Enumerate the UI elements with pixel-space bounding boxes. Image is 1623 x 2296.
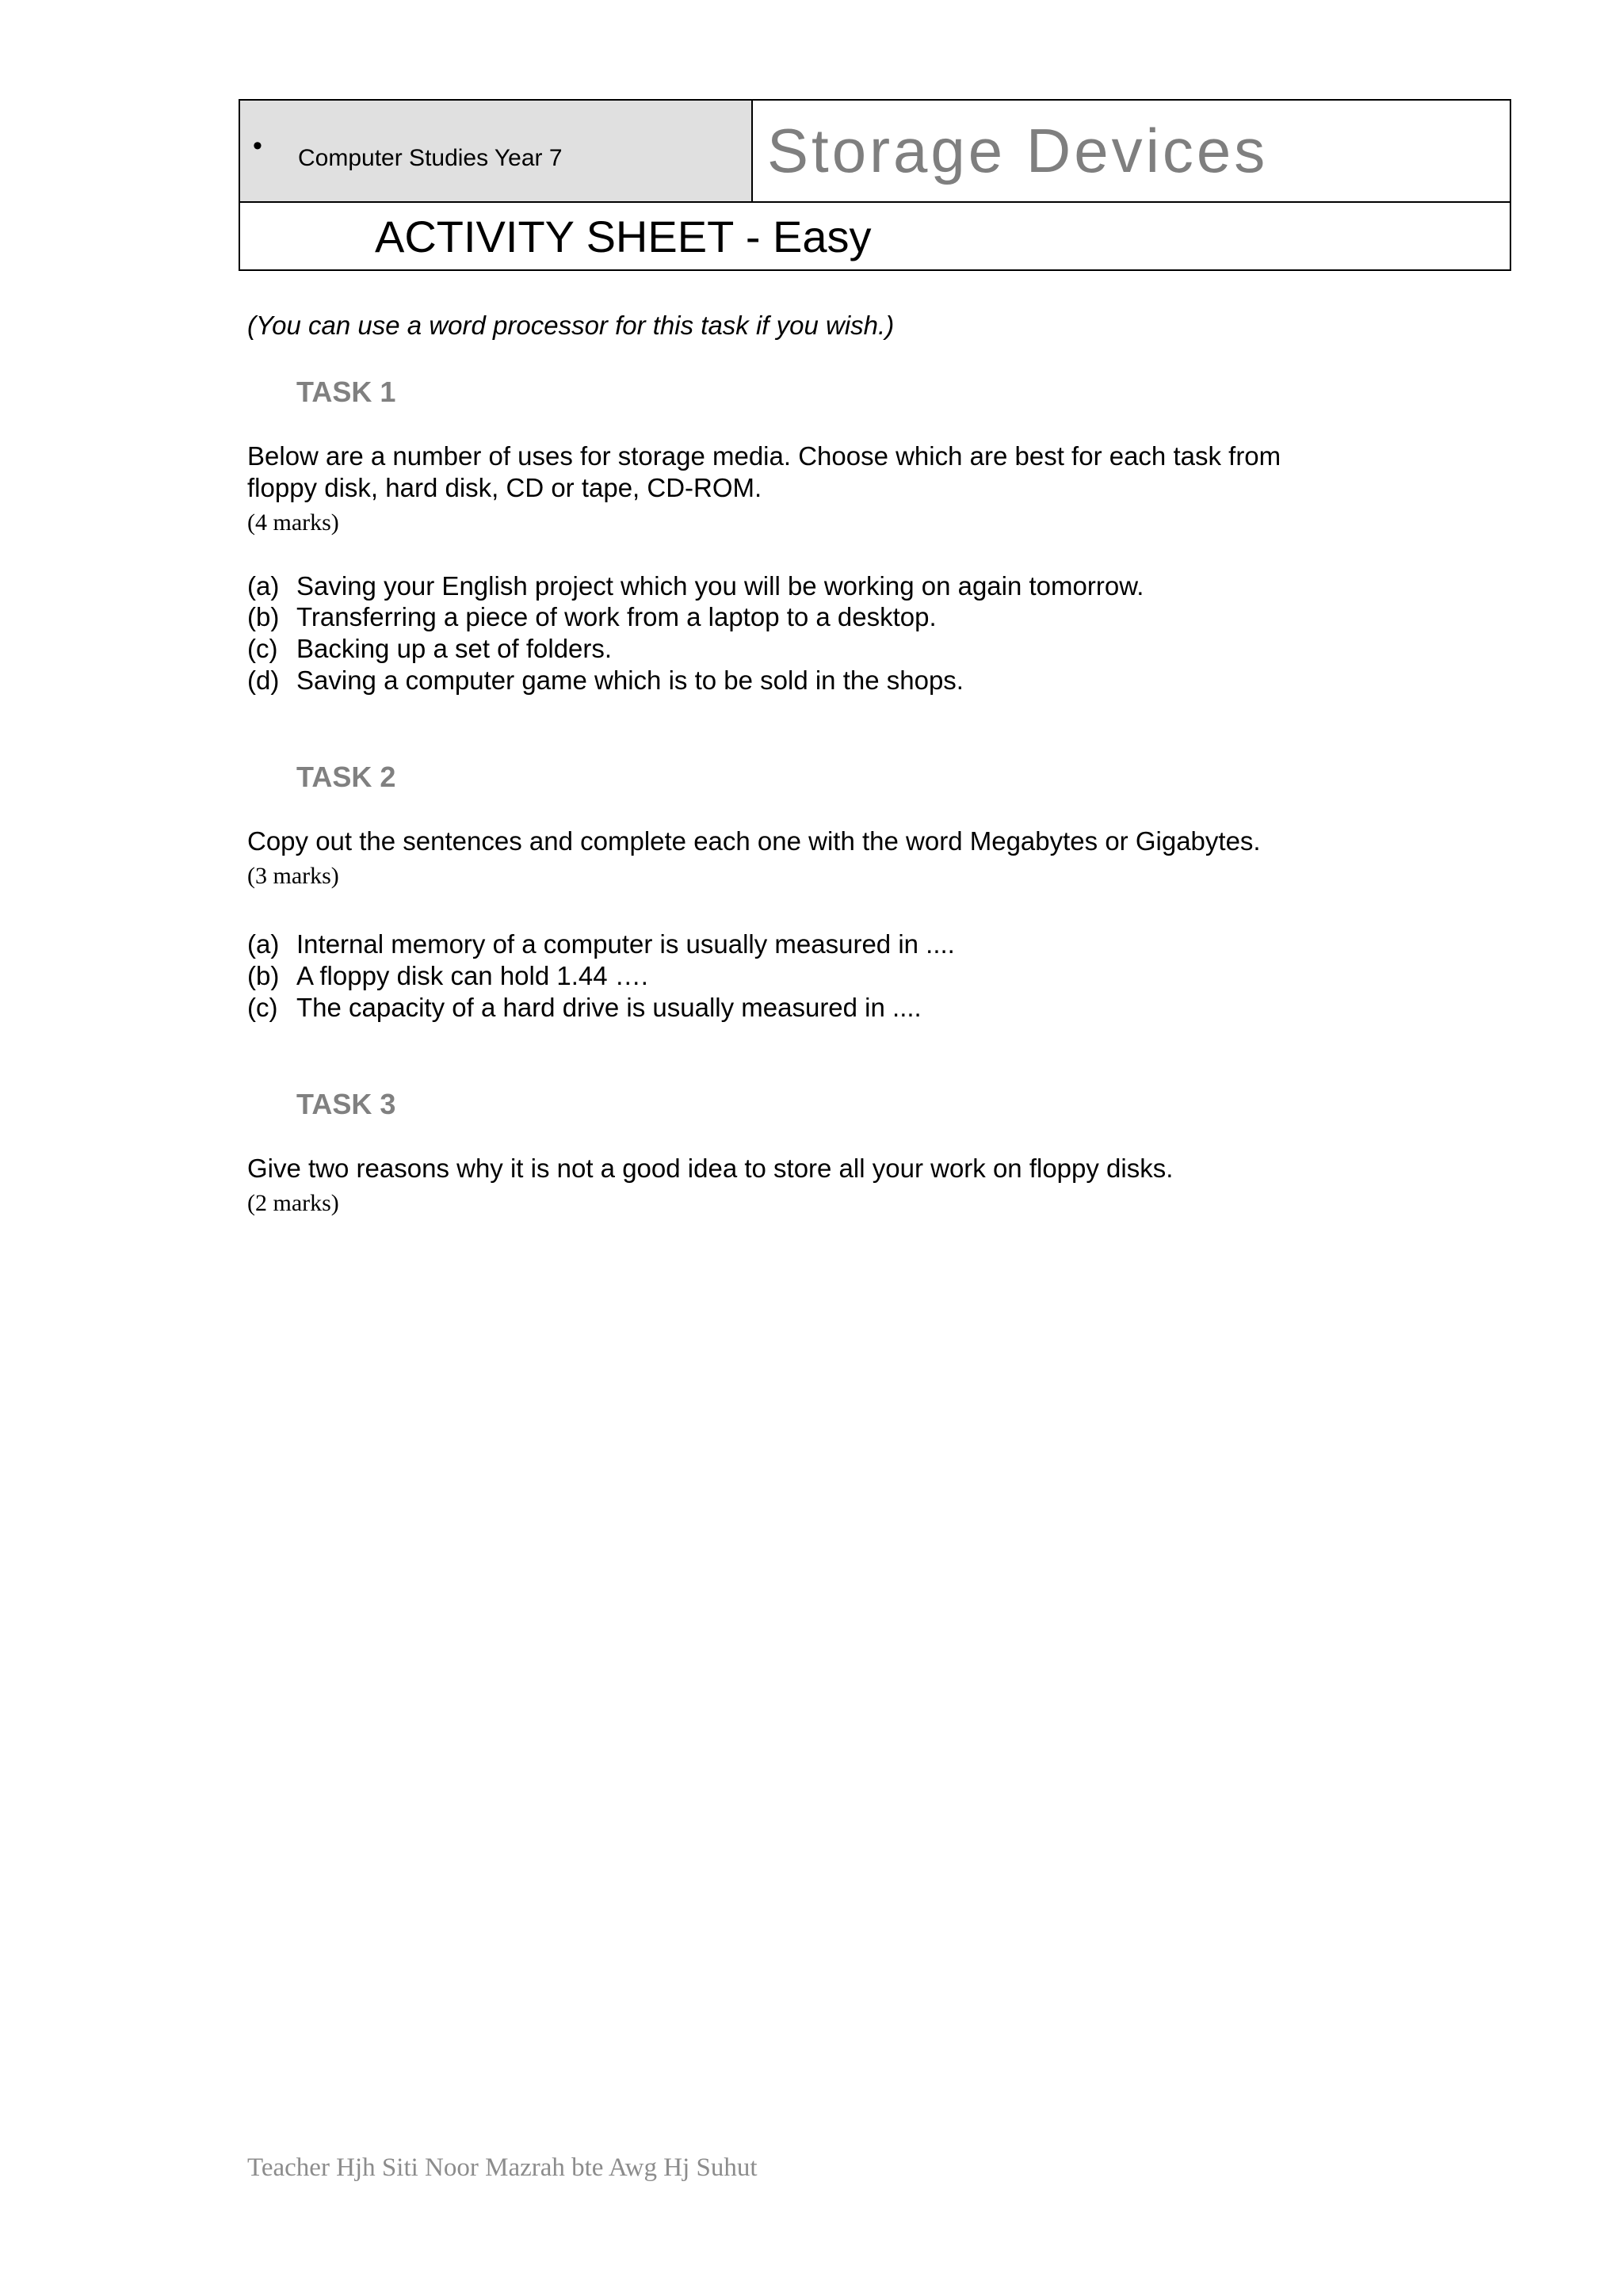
task-2-instruction-line-1: Copy out the sentences and complete each one with the word Megabytes or Gigabytes. [247,826,1261,856]
task-1-heading: TASK 1 [296,376,396,408]
task-1-item-b [247,602,937,632]
task-2-marks: (3 marks) [247,863,339,889]
item-text: Saving a computer game which is to be sold in the shops. [296,666,964,695]
item-text: A floppy disk can hold 1.44 …. [296,961,648,990]
task-1-item-d [247,666,964,696]
bullet-icon: • [253,131,262,161]
task-2-item-a [247,929,955,959]
item-text: Saving your English project which you will be working on again tomorrow. [296,571,1144,601]
task-3-instruction-line-1: Give two reasons why it is not a good idea to store all your work on floppy disks. [247,1154,1174,1183]
footer-teacher-name: Teacher Hjh Siti Noor Mazrah bte Awg Hj Suhut [247,2153,758,2182]
item-text: The capacity of a hard drive is usually measured in .... [296,993,922,1022]
item-label: (a) [247,571,280,601]
task-1-instruction-line-1: Below are a number of uses for storage media. Choose which are best for each task from [247,441,1281,471]
item-label: (a) [247,929,280,959]
item-label: (b) [247,602,280,631]
task-3-marks: (2 marks) [247,1190,339,1216]
task-2-item-b [247,961,648,991]
task-2-heading: TASK 2 [296,761,396,793]
item-label: (c) [247,634,278,663]
course-cell [239,100,752,202]
task-1-item-c [247,634,612,664]
task-1-instruction-line-2: floppy disk, hard disk, CD or tape, CD-ROM. [247,473,762,502]
item-text: Backing up a set of folders. [296,634,613,663]
task-1-marks: (4 marks) [247,509,339,536]
item-text: Internal memory of a computer is usually measured in .... [296,929,955,959]
item-label: (b) [247,961,280,990]
item-label: (d) [247,666,280,695]
activity-cell [239,202,1510,270]
task-3-heading: TASK 3 [296,1088,396,1120]
title-cell [752,100,1510,202]
header-table [239,99,1511,271]
activity-title: ACTIVITY SHEET - Easy [375,212,872,261]
page-title: Storage Devices [767,116,1269,185]
task-1-item-a [247,571,1144,601]
item-label: (c) [247,993,278,1022]
task-2-item-c [247,993,922,1023]
item-text: Transferring a piece of work from a laptop to a desktop. [296,602,937,631]
course-label: Computer Studies Year 7 [298,145,563,171]
intro-note: (You can use a word processor for this task if you wish.) [247,311,895,340]
